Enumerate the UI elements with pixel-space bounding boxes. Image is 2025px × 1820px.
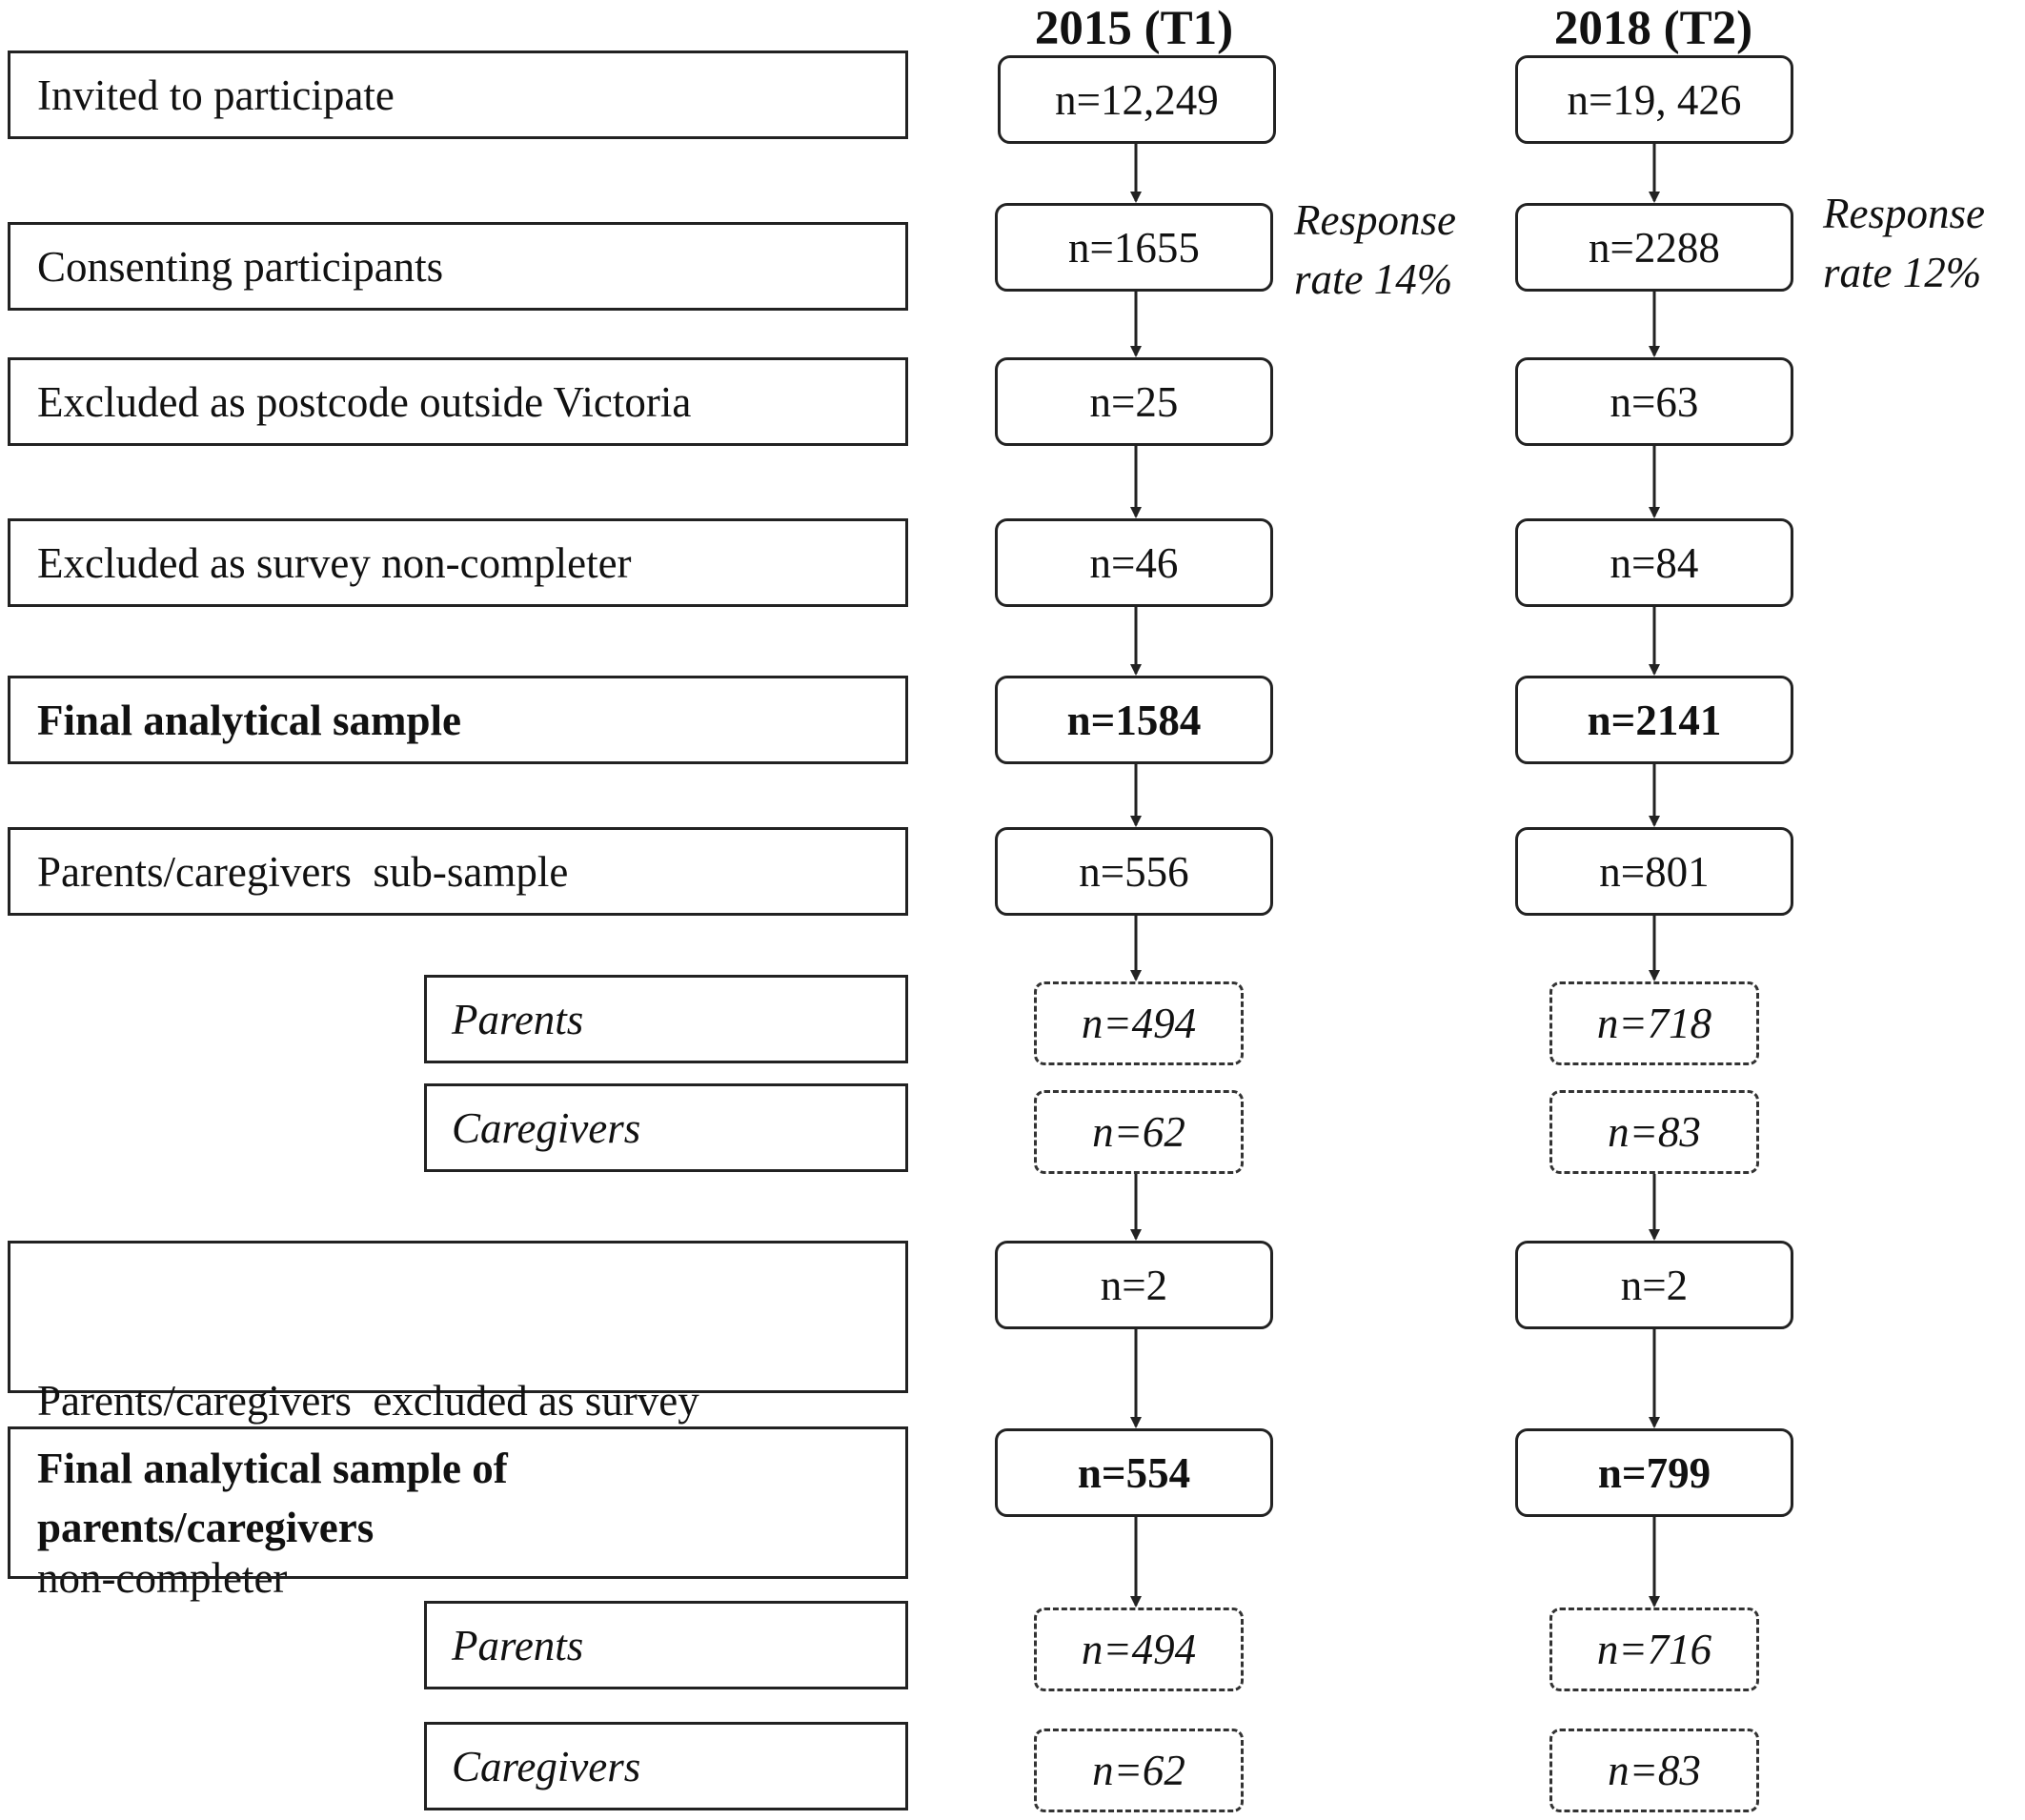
label-caregivers-2-text: Caregivers bbox=[452, 1742, 641, 1790]
label-caregivers-1-text: Caregivers bbox=[452, 1103, 641, 1152]
label-final-pc-line2: parents/caregivers bbox=[37, 1504, 375, 1551]
t1-response-rate-line1: Response bbox=[1294, 196, 1456, 244]
t2-parents-1-count: n=718 bbox=[1549, 981, 1759, 1065]
t2-caregivers-1-count: n=83 bbox=[1549, 1090, 1759, 1174]
t2-response-rate-line1: Response bbox=[1823, 190, 1985, 237]
t2-final-count: n=2141 bbox=[1515, 676, 1793, 764]
t1-postcode-count: n=25 bbox=[995, 357, 1273, 446]
t1-response-rate-line2: rate 14% bbox=[1294, 255, 1453, 303]
t2-pc-excluded-count: n=2 bbox=[1515, 1241, 1793, 1329]
t2-parents-2-count: n=716 bbox=[1549, 1608, 1759, 1691]
label-invited-text: Invited to participate bbox=[37, 71, 395, 119]
t1-caregivers-2-count: n=62 bbox=[1034, 1729, 1244, 1812]
t1-consenting-count: n=1655 bbox=[995, 203, 1273, 292]
t1-pc-excluded-count: n=2 bbox=[995, 1241, 1273, 1329]
label-final-sample-text: Final analytical sample bbox=[37, 696, 462, 744]
t1-parents-2-count: n=494 bbox=[1034, 1608, 1244, 1691]
label-subsample-text: Parents/caregivers sub-sample bbox=[37, 847, 569, 896]
label-excluded-postcode-text: Excluded as postcode outside Victoria bbox=[37, 377, 692, 426]
label-excluded-noncompleter-text: Excluded as survey non-completer bbox=[37, 538, 632, 587]
t1-parents-1-count: n=494 bbox=[1034, 981, 1244, 1065]
t2-subsample-count: n=801 bbox=[1515, 827, 1793, 916]
t2-consenting-count: n=2288 bbox=[1515, 203, 1793, 292]
t2-noncompleter-count: n=84 bbox=[1515, 518, 1793, 607]
t2-response-rate-line2: rate 12% bbox=[1823, 249, 1982, 296]
t1-final-pc-count: n=554 bbox=[995, 1428, 1273, 1517]
label-final-pc-line1: Final analytical sample of bbox=[37, 1445, 508, 1492]
t1-noncompleter-count: n=46 bbox=[995, 518, 1273, 607]
t2-invited-count: n=19, 426 bbox=[1515, 55, 1793, 144]
header-2018-t2: 2018 (T2) bbox=[1553, 2, 1753, 55]
t2-postcode-count: n=63 bbox=[1515, 357, 1793, 446]
t2-caregivers-2-count: n=83 bbox=[1549, 1729, 1759, 1812]
label-consenting-text: Consenting participants bbox=[37, 242, 444, 291]
label-parents-2-text: Parents bbox=[452, 1621, 584, 1669]
label-pc-excluded-line2: non-completer bbox=[37, 1554, 288, 1602]
label-pc-excluded-line1: Parents/caregivers excluded as survey bbox=[37, 1377, 699, 1425]
t2-final-pc-count: n=799 bbox=[1515, 1428, 1793, 1517]
t1-caregivers-1-count: n=62 bbox=[1034, 1090, 1244, 1174]
t1-subsample-count: n=556 bbox=[995, 827, 1273, 916]
header-2015-t1: 2015 (T1) bbox=[1034, 2, 1234, 55]
t1-final-count: n=1584 bbox=[995, 676, 1273, 764]
t1-invited-count: n=12,249 bbox=[998, 55, 1276, 144]
label-parents-1-text: Parents bbox=[452, 995, 584, 1043]
